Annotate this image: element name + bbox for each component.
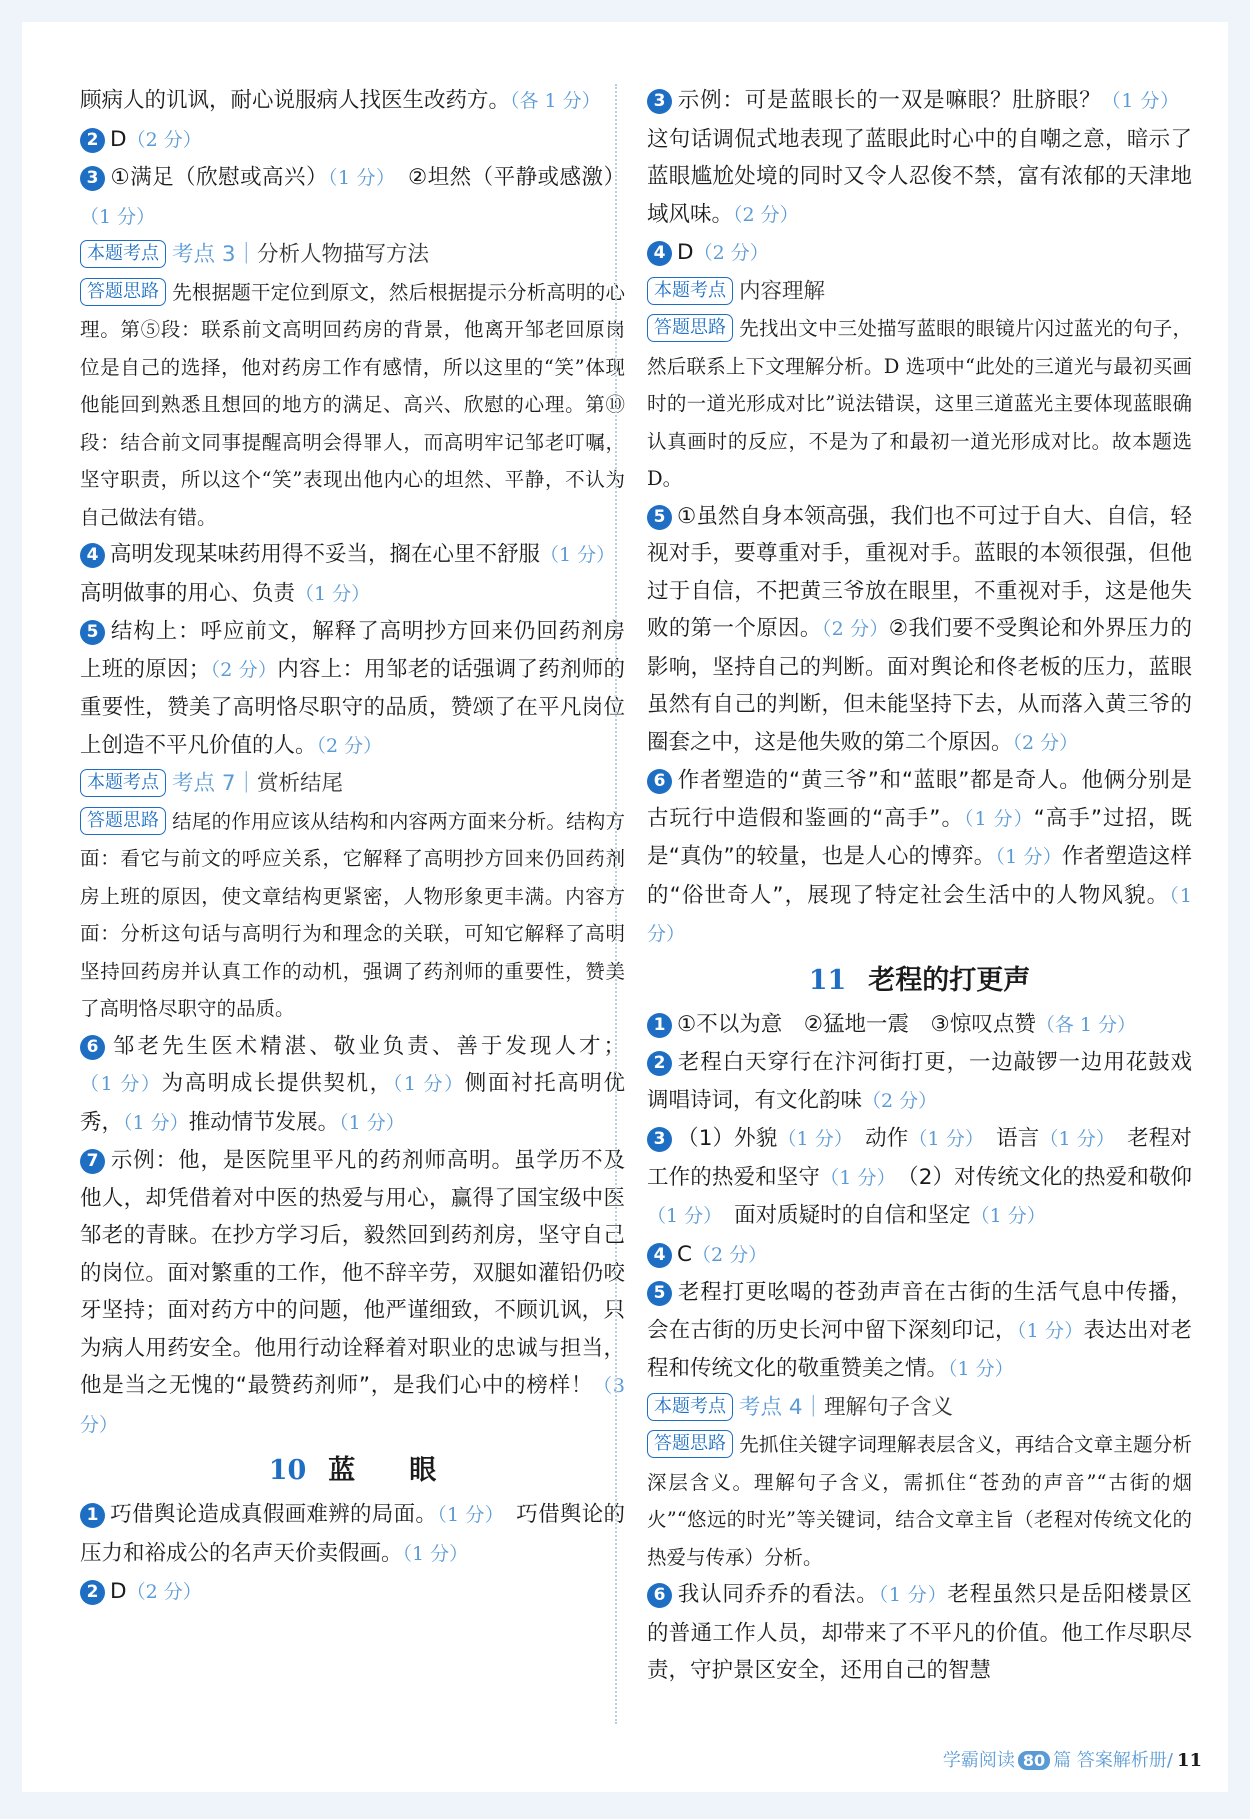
answer-thinking	[80, 274, 625, 537]
answer-item	[80, 82, 625, 121]
footer-slash: /	[1166, 1750, 1173, 1771]
question-number-badge: 5	[647, 1281, 672, 1306]
score-text: （2 分）	[733, 203, 799, 226]
left-column	[80, 82, 628, 1612]
answer-text: 老程白天穿行在汴河街打更，一边敲锣一边用花鼓戏调唱诗词，有文化韵味	[647, 1050, 1192, 1113]
question-number-badge: 6	[80, 1035, 105, 1060]
page-number: 11	[1176, 1750, 1202, 1771]
answer-item	[647, 1274, 1192, 1389]
answer-text: “高手”过招，既是“真伪”的较量，也是人心的博弈。	[647, 805, 1192, 869]
answer-text: （2）对传统文化的热爱和敬仰	[886, 1164, 1192, 1190]
score-text: （1 分）	[327, 167, 386, 189]
answer-item	[80, 1496, 625, 1573]
knowledge-point-text: 赏析结尾	[257, 771, 344, 796]
score-text: （1 分）	[963, 807, 1034, 830]
question-number-badge: 6	[647, 769, 672, 794]
answer-text: 巧借舆论的压力和裕成公的名声天价卖假画。	[80, 1502, 625, 1566]
answer-text: 结构上：呼应前文，解释了高明抄方回来仍回药剂房上班的原因；	[80, 619, 625, 682]
answer-text: 语言	[974, 1126, 1040, 1151]
question-number-badge: 2	[80, 1580, 105, 1605]
section-number: 10	[268, 1455, 307, 1486]
answer-text: 顾病人的讥讽，耐心说服病人找医生改药方。	[80, 88, 511, 113]
score-text: （各 1 分）	[510, 90, 601, 112]
answer-thinking	[80, 803, 625, 1028]
answer-text: （1）外貌	[677, 1126, 778, 1151]
score-text: （2 分）	[821, 618, 889, 640]
answer-text: 作者塑造这样的“俗世奇人”，展现了特定社会生活中的人物风貌。	[647, 844, 1192, 908]
section-title-text: 蓝 眼	[328, 1455, 437, 1486]
answer-item	[647, 234, 1192, 273]
answer-item	[647, 498, 1192, 763]
question-number-badge: 6	[647, 1583, 672, 1608]
score-text: （1 分）	[777, 1128, 844, 1150]
section-number: 11	[808, 964, 847, 996]
answer-text: 作者塑造的“黄三爷”和“蓝眼”都是奇人。他俩分别是古玩行中造假和鉴画的“高手”。	[647, 768, 1192, 831]
answer-text: 示例：可是蓝眼长的一双是嘛眼？肚脐眼？	[677, 88, 1102, 113]
answer-item	[647, 1006, 1192, 1045]
answer-thinking	[647, 310, 1192, 498]
answer-text: ②我们要不受舆论和外界压力的影响，坚持自己的判断。面对舆论和佟老板的压力，蓝眼虽然有自己的判断，但未能坚持下去，从而落入黄三爷的圈套之中，这是他失败的第二个原因。	[647, 616, 1192, 755]
knowledge-point-text: 分析人物描写方法	[257, 242, 430, 267]
footer-brand-number: 80	[1018, 1751, 1050, 1770]
question-number-badge: 2	[647, 1051, 672, 1076]
answer-text: 表达出对老程和传统文化的敬重赞美之情。	[647, 1317, 1192, 1381]
knowledge-point-code: 考点 3｜	[172, 242, 258, 267]
score-text: （1 分）	[80, 1073, 162, 1095]
answer-text: D	[110, 126, 127, 152]
score-text: （1 分）	[295, 582, 371, 605]
answer-text: D	[677, 240, 694, 265]
right-column	[647, 82, 1192, 1690]
answer-text: ②坦然（平静或感激）	[385, 165, 625, 190]
answer-thinking	[647, 1426, 1192, 1576]
answer-item	[647, 1576, 1192, 1690]
answer-text: 我认同乔乔的看法。	[677, 1582, 879, 1607]
question-number-badge: 1	[80, 1503, 105, 1528]
answer-thinking-text: 先找出文中三处描写蓝眼的眼镜片闪过蓝光的句子，然后联系上下文理解分析。D 选项中“此处的三道光与最初买画时的一道光形成对比”说法错误，这里三道蓝光主要体现蓝眼确认真画时的反应，不是为了和最初一道光形成对比。故本题选 D。	[647, 317, 1192, 490]
score-text: （1 分）	[540, 544, 606, 566]
answer-text: 推动情节发展。	[188, 1109, 340, 1135]
score-text: （1 分）	[908, 1128, 975, 1150]
score-text: （2 分）	[1012, 731, 1079, 754]
knowledge-point-line	[647, 273, 1192, 311]
answer-thinking-text: 先抓住关键字词理解表层含义，再结合文章主题分析深层含义。理解句子含义，需抓住“苍劲的声音”“古街的烟火”“悠远的时光”等关键词，结合文章主旨（老程对传统文化的热爱与传承）分析。	[647, 1433, 1192, 1569]
score-text: （2 分）	[126, 128, 202, 151]
answer-thinking-tag: 答题思路	[647, 1430, 733, 1458]
question-number-badge: 3	[647, 1127, 672, 1152]
score-text: （1 分）	[878, 1584, 948, 1606]
answer-text: 高明做事的用心、负责	[80, 542, 628, 606]
answer-item	[647, 82, 1192, 234]
answer-item	[647, 1120, 1192, 1236]
footer-brand-suffix: 篇	[1053, 1750, 1072, 1771]
answer-item	[80, 1573, 625, 1612]
score-text: （2 分）	[862, 1089, 938, 1112]
question-number-badge: 2	[80, 128, 105, 153]
answer-text: 面对质疑时的自信和坚定	[712, 1203, 971, 1228]
section-title-text: 老程的打更声	[868, 964, 1031, 996]
answer-text: 老程打更吆喝的苍劲声音在古街的生活气息中传播，会在古街的历史长河中留下深刻印记，	[647, 1280, 1192, 1343]
score-text: （1 分）	[820, 1166, 887, 1189]
answer-thinking-tag: 答题思路	[647, 314, 733, 342]
answer-text: D	[110, 1579, 127, 1604]
answer-text: ①不以为意 ②猛地一震 ③惊叹点赞	[677, 1011, 1036, 1037]
knowledge-point-line	[80, 236, 625, 274]
footer-book-title: 答案解析册	[1076, 1750, 1167, 1771]
answer-text: 巧借舆论造成真假画难辨的局面。	[110, 1502, 438, 1527]
answer-item	[80, 613, 625, 765]
knowledge-point-text: 内容理解	[739, 278, 826, 304]
answer-text: ①虽然自身本领高强，我们也不可过于自大、自信，轻视对手，要尊重对手，重视对手。蓝眼的本领很强，但他过于自信，不把黄三爷放在眼里，不重视对手，这是他失败的第一个原因。	[647, 503, 1192, 641]
score-text: （1 分）	[948, 1358, 1014, 1380]
question-number-badge: 4	[647, 1243, 672, 1268]
answer-page	[22, 22, 1228, 1792]
answer-text: 侧面衬托高明优秀，	[80, 1071, 625, 1135]
score-text: （1 分）	[402, 1542, 469, 1565]
answer-text: 老程对工作的热爱和坚守	[647, 1126, 1192, 1190]
column-divider	[615, 84, 617, 1724]
score-text: （1 分）	[339, 1111, 405, 1134]
answer-item	[80, 1142, 625, 1444]
footer-brand: 学霸阅读	[942, 1750, 1015, 1771]
knowledge-point-code: 考点 4｜	[739, 1394, 825, 1420]
score-text: （3 分）	[80, 1375, 626, 1436]
score-text: （1 分）	[1101, 90, 1171, 112]
answer-item	[80, 1028, 625, 1143]
score-text: （1 分）	[80, 205, 156, 228]
score-text: （1 分）	[437, 1504, 495, 1526]
score-text: （1 分）	[970, 1205, 1046, 1227]
answer-item	[647, 1236, 1192, 1275]
answer-text: 内容上：用邹老的话强调了药剂师的重要性，赞美了高明恪尽职守的品质，赞颂了在平凡岗位上创造不平凡价值的人。	[80, 656, 625, 758]
answer-thinking-text: 先根据题干定位到原文，然后根据提示分析高明的心理。第⑤段：联系前文高明回药房的背景，他离开邹老回原岗位是自己的选择，他对药房工作有感情，所以这里的“笑”体现他能回到熟悉且想回的地方的满足、高兴、欣慰的心理。第⑩段：结合前文同事提醒高明会得罪人，而高明牢记邹老叮嘱，坚守职责，所以这个“笑”表现出他内心的坦然、平静，不认为自己做法有错。	[80, 280, 625, 529]
section-title	[647, 958, 1192, 1004]
knowledge-point-line	[80, 765, 625, 803]
section-title	[80, 1448, 625, 1494]
answer-item	[80, 536, 628, 613]
question-number-badge: 3	[80, 166, 105, 191]
score-text: （1 分）	[647, 1205, 713, 1227]
answer-text: 这句话调侃式地表现了蓝眼此时心中的自嘲之意，暗示了蓝眼尴尬处境的同时又令人忍俊不禁，富有浓郁的天津地域风味。	[647, 88, 1192, 227]
question-number-badge: 7	[80, 1149, 105, 1174]
knowledge-point-text: 理解句子含义	[824, 1394, 954, 1420]
score-text: （1 分）	[995, 846, 1062, 868]
question-number-badge: 4	[647, 241, 672, 266]
score-text: （2 分）	[692, 1243, 768, 1266]
page-footer	[943, 1746, 1202, 1772]
score-text: （1 分）	[1039, 1128, 1106, 1150]
knowledge-point-tag: 本题考点	[647, 277, 733, 305]
question-number-badge: 3	[647, 89, 672, 114]
score-text: （1 分）	[647, 884, 1192, 945]
answer-text: 示例：他，是医院里平凡的药剂师高明。虽学历不及他人，却凭借着对中医的热爱与用心，赢得了国宝级中医邹老的青睐。在抄方学习后，毅然回到药剂房，坚守自己的岗位。面对繁重的工作，他不辞辛劳，双腿如灌铅仍咬牙坚持；面对药方中的问题，他严谨细致，不顾讥讽，只为病人用药安全。他用行动诠释着对职业的忠诚与担当，他是当之无愧的“最赞药剂师”，是我们心中的榜样！	[80, 1148, 625, 1398]
answer-item	[647, 762, 1192, 954]
question-number-badge: 5	[647, 505, 672, 530]
score-text: （2 分）	[210, 658, 278, 681]
question-number-badge: 1	[647, 1013, 672, 1038]
score-text: （2 分）	[316, 734, 383, 757]
answer-item	[80, 121, 625, 160]
answer-thinking-tag: 答题思路	[80, 807, 166, 835]
question-number-badge: 4	[80, 543, 105, 568]
answer-text: 老程虽然只是岳阳楼景区的普通工作人员，却带来了不平凡的价值。他工作尽职尽责，守护景区安全，还用自己的智慧	[647, 1582, 1192, 1683]
answer-item	[647, 1044, 1192, 1120]
knowledge-point-tag: 本题考点	[80, 769, 166, 797]
answer-text: 为高明成长提供契机，	[161, 1071, 393, 1096]
knowledge-point-line	[647, 1389, 1192, 1427]
question-number-badge: 5	[80, 620, 105, 645]
score-text: （2 分）	[693, 242, 769, 264]
knowledge-point-tag: 本题考点	[647, 1393, 733, 1421]
answer-text: 高明发现某味药用得不妥当，搁在心里不舒服	[110, 542, 541, 567]
score-text: （2 分）	[126, 1581, 202, 1603]
score-text: （1 分）	[1016, 1319, 1084, 1342]
knowledge-point-tag: 本题考点	[80, 240, 166, 268]
score-text: （1 分）	[392, 1073, 465, 1095]
answer-text: 动作	[843, 1126, 909, 1151]
knowledge-point-code: 考点 7｜	[172, 771, 258, 796]
answer-text: ①满足（欣慰或高兴）	[110, 165, 328, 190]
score-text: （各 1 分）	[1035, 1013, 1136, 1036]
answer-thinking-tag: 答题思路	[80, 278, 166, 306]
answer-thinking-text: 结尾的作用应该从结构和内容两方面来分析。结构方面：看它与前文的呼应关系，它解释了高明抄方回来仍回药剂房上班的原因，使文章结构更紧密，人物形象更丰满。内容方面：分析这句话与高明行为和理念的关联，可知它解释了高明坚持回药房并认真工作的动机，强调了药剂师的重要性，赞美了高明恪尽职守的品质。	[80, 809, 625, 1020]
answer-item	[80, 159, 625, 236]
answer-text: 邹老先生医术精湛、敬业负责、善于发现人才；	[110, 1033, 625, 1059]
answer-text: C	[677, 1241, 693, 1267]
score-text: （1 分）	[123, 1111, 189, 1134]
